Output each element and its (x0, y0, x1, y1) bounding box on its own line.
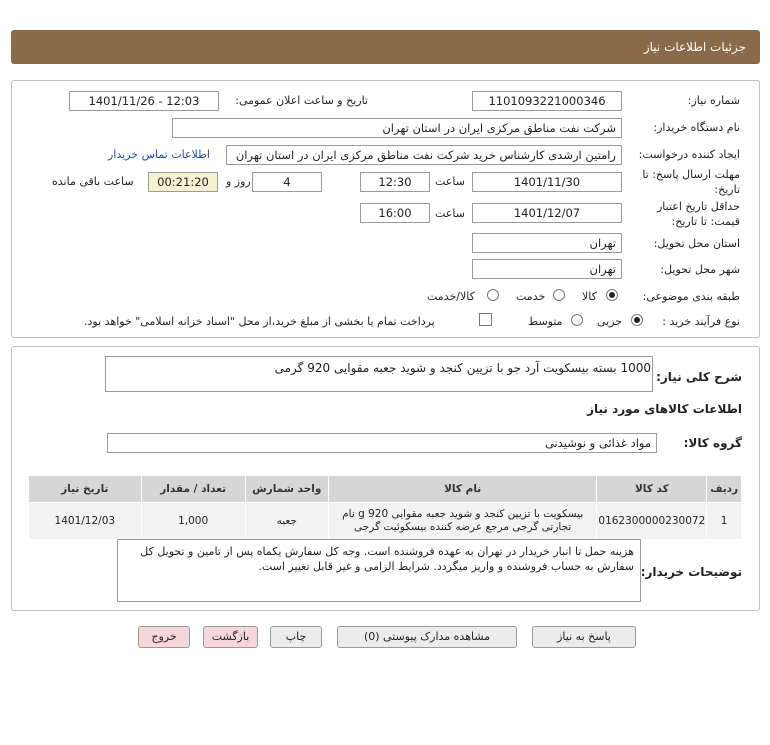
goods-group-field: مواد غذائی و نوشیدنی (107, 433, 657, 453)
exit-button[interactable]: خروج (138, 626, 190, 648)
validity-label: حداقل تاریخ اعتبار قیمت: تا تاریخ: (656, 200, 740, 228)
remaining-label: ساعت باقی مانده (52, 175, 134, 188)
city-field: تهران (472, 259, 622, 279)
table-row (29, 503, 742, 540)
deadline-time-label: ساعت (435, 175, 465, 188)
col-date: تاریخ نیاز (29, 476, 142, 503)
creator-field: رامتین ارشدی کارشناس خرید شرکت نفت مناطق مرکزی ایران در استان تهران (226, 145, 622, 165)
goods-section-title: اطلاعات کالاهای مورد نیاز (587, 402, 742, 416)
goods-group-label: گروه کالا: (683, 436, 742, 450)
process-label: نوع فرآیند خرید : (662, 315, 740, 328)
description-text: 1000 بسته بیسکویت آرد جو با تزیین کنجد و شوید جعبه مقوایی 920 گرمی (274, 361, 651, 375)
province-field: تهران (472, 233, 622, 253)
print-button[interactable]: چاپ (270, 626, 322, 648)
need-number-label: شماره نیاز: (687, 94, 740, 107)
buyer-org-label: نام دستگاه خریدار: (653, 121, 740, 134)
page-header: جزئیات اطلاعات نیاز (11, 30, 760, 64)
need-number-field: 1101093221000346 (472, 91, 622, 111)
creator-label: ایجاد کننده درخواست: (638, 148, 740, 161)
city-label: شهر محل تحویل: (660, 263, 740, 276)
col-code: کد کالا (597, 476, 707, 503)
category-option-service: خدمت (516, 290, 546, 303)
col-unit: واحد شمارش (245, 476, 328, 503)
process-option-minor: جزیی (597, 315, 623, 328)
col-qty: تعداد / مقدار (141, 476, 245, 503)
buyer-notes-label: توضیحات خریدار: (640, 565, 742, 579)
category-label: طبقه بندی موضوعی: (642, 290, 740, 303)
category-radio-service[interactable] (553, 289, 565, 301)
cell-row: 1 (707, 503, 742, 540)
validity-date-field: 1401/12/07 (472, 203, 622, 223)
deadline-date-field: 1401/11/30 (472, 172, 622, 192)
category-radio-goods[interactable] (606, 289, 618, 301)
col-name: نام کالا (328, 476, 596, 503)
category-radio-goods-service[interactable] (487, 289, 499, 301)
reply-button[interactable]: پاسخ به نیاز (532, 626, 636, 648)
description-label: شرح کلی نیاز: (656, 370, 742, 384)
days-label: روز و (226, 175, 251, 188)
category-option-goods-service: کالا/خدمت (427, 290, 475, 303)
col-row: ردیف (707, 476, 742, 503)
process-radio-medium[interactable] (571, 314, 583, 326)
cell-name: بیسکویت با تزیین کنجد و شوید جعبه مقوایی 920 g نام تجارتی گرجی مرجع عرضه کننده بیسکوئیت گرجی (328, 503, 596, 540)
cell-date: 1401/12/03 (29, 503, 142, 540)
category-option-goods: کالا (582, 290, 597, 303)
buyer-notes-box: هزینه حمل تا انبار خریدار در تهران به عهده فروشنده است. وجه کل سفارش یکماه پس از تامین و تحویل کل سفارش به حساب فروشنده و واریز میگردد. شرایط الزامی و غیر قابل تغییر است. (117, 539, 641, 602)
attachments-button[interactable]: مشاهده مدارک پیوستی (0) (337, 626, 517, 648)
cell-unit: جعبه (245, 503, 328, 540)
process-radio-minor[interactable] (631, 314, 643, 326)
announce-field: 1401/11/26 - 12:03 (69, 91, 219, 111)
process-option-medium: متوسط (528, 315, 563, 328)
remaining-time-field: 00:21:20 (148, 172, 218, 192)
cell-qty: 1,000 (141, 503, 245, 540)
treasury-payment-checkbox[interactable] (479, 313, 492, 326)
announce-label: تاریخ و ساعت اعلان عمومی: (235, 94, 368, 107)
buyer-org-field: شرکت نفت مناطق مرکزی ایران در استان تهران (172, 118, 622, 138)
goods-table (28, 475, 742, 540)
deadline-time-field: 12:30 (360, 172, 430, 192)
goods-table-header (29, 476, 742, 503)
cell-code: 0162300000230072 (597, 503, 707, 540)
treasury-payment-note: پرداخت تمام یا بخشی از مبلغ خرید،از محل "اسناد خزانه اسلامی" خواهد بود. (84, 315, 435, 328)
province-label: استان محل تحویل: (653, 237, 740, 250)
days-field: 4 (252, 172, 322, 192)
buyer-contact-link[interactable]: اطلاعات تماس خریدار (108, 148, 210, 161)
validity-time-field: 16:00 (360, 203, 430, 223)
deadline-label: مهلت ارسال پاسخ: تا تاریخ: (642, 168, 740, 196)
back-button[interactable]: بازگشت (203, 626, 258, 648)
validity-time-label: ساعت (435, 207, 465, 220)
